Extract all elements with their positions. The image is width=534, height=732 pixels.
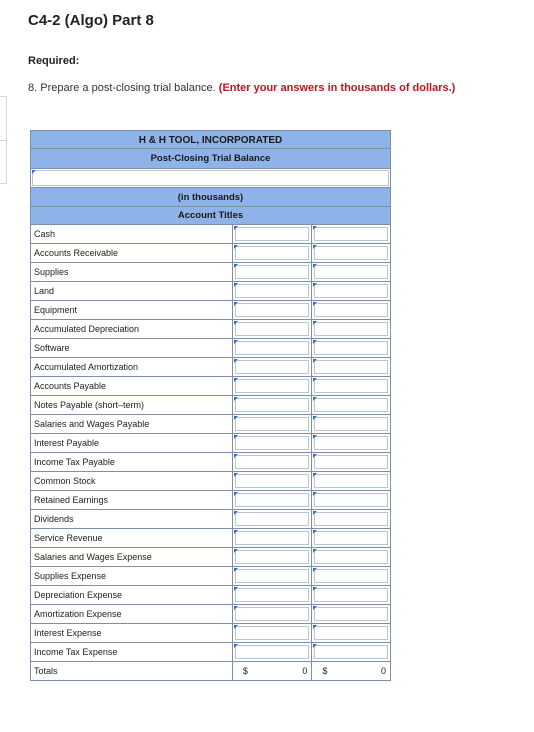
totals-label: Totals [31, 662, 233, 680]
company-name: H & H TOOL, INCORPORATED [138, 135, 283, 146]
input-marker-icon [313, 473, 317, 477]
credit-input-cell[interactable] [312, 339, 390, 357]
credit-input-cell[interactable] [312, 396, 390, 414]
input-marker-icon [234, 264, 238, 268]
input-marker-icon [234, 473, 238, 477]
debit-input-cell[interactable] [233, 396, 313, 414]
credit-input[interactable] [314, 341, 388, 355]
debit-total-currency: $ [242, 666, 248, 676]
debit-input[interactable] [235, 588, 310, 602]
table-row [31, 320, 390, 339]
account-title: Accounts Payable [31, 377, 233, 395]
page-title: C4-2 (Algo) Part 8 [28, 12, 154, 29]
table-row [31, 244, 390, 263]
account-title: Equipment [31, 301, 233, 319]
input-marker-icon [234, 606, 238, 610]
account-title: Land [31, 282, 233, 300]
table-row [31, 453, 390, 472]
credit-input[interactable] [314, 569, 388, 583]
table-row [31, 263, 390, 282]
table-row [31, 472, 390, 491]
credit-input-cell[interactable] [312, 529, 390, 547]
input-marker-icon [234, 511, 238, 515]
debit-input[interactable] [235, 417, 310, 431]
debit-input-cell[interactable] [233, 415, 313, 433]
column-header-divider [31, 206, 390, 207]
credit-total-value: 0 [380, 666, 386, 676]
credit-input[interactable] [314, 550, 388, 564]
input-marker-icon [234, 378, 238, 382]
credit-input[interactable] [314, 645, 388, 659]
trial-balance-table [30, 130, 391, 681]
units-label: (in thousands) [177, 192, 244, 203]
debit-input[interactable] [235, 360, 310, 374]
credit-input[interactable] [314, 322, 388, 336]
instruction-text [28, 82, 455, 94]
input-marker-icon [313, 492, 317, 496]
debit-input-cell[interactable] [233, 453, 313, 471]
input-marker-icon [234, 397, 238, 401]
input-marker-icon [313, 378, 317, 382]
input-marker-icon [313, 625, 317, 629]
credit-input-cell[interactable] [312, 320, 390, 338]
debit-total-value: 0 [302, 666, 308, 676]
debit-input-cell[interactable] [233, 263, 313, 281]
credit-input[interactable] [314, 417, 388, 431]
credit-input[interactable] [314, 474, 388, 488]
debit-input-cell[interactable] [233, 567, 313, 585]
account-title: Accumulated Depreciation [31, 320, 233, 338]
input-marker-icon [313, 435, 317, 439]
input-marker-icon [313, 302, 317, 306]
account-title: Supplies [31, 263, 233, 281]
input-marker-icon [313, 530, 317, 534]
input-marker-icon [234, 321, 238, 325]
input-marker-icon [234, 340, 238, 344]
account-title: Software [31, 339, 233, 357]
credit-input-cell[interactable] [312, 358, 390, 376]
credit-input[interactable] [314, 436, 388, 450]
credit-input[interactable] [314, 588, 388, 602]
credit-input[interactable] [314, 360, 388, 374]
debit-input[interactable] [235, 436, 310, 450]
required-label: Required: [28, 55, 80, 67]
credit-input[interactable] [314, 626, 388, 640]
credit-input-cell[interactable] [312, 491, 390, 509]
debit-input[interactable] [235, 303, 310, 317]
input-marker-icon [234, 454, 238, 458]
credit-input[interactable] [314, 512, 388, 526]
credit-input-cell[interactable] [312, 434, 390, 452]
debit-input-cell[interactable] [233, 472, 313, 490]
input-marker-icon [234, 245, 238, 249]
input-marker-icon [234, 359, 238, 363]
input-marker-icon [313, 283, 317, 287]
input-marker-icon [234, 644, 238, 648]
input-marker-icon [313, 587, 317, 591]
credit-input-cell[interactable] [312, 643, 390, 661]
date-input[interactable] [32, 170, 389, 186]
account-title: Cash [31, 225, 233, 243]
instruction-prefix: 8. Prepare a post-closing trial balance. [28, 82, 219, 94]
totals-row [31, 662, 390, 680]
account-title: Depreciation Expense [31, 586, 233, 604]
input-marker-icon [32, 170, 36, 174]
table-row [31, 415, 390, 434]
debit-input[interactable] [235, 550, 310, 564]
account-rows [31, 225, 390, 680]
instruction-emphasis: (Enter your answers in thousands of dollars.) [218, 82, 456, 94]
input-marker-icon [234, 530, 238, 534]
credit-input-cell[interactable] [312, 377, 390, 395]
table-row [31, 434, 390, 453]
debit-input-cell[interactable] [233, 548, 313, 566]
table-row [31, 529, 390, 548]
credit-input-cell[interactable] [312, 263, 390, 281]
account-titles-header: Account Titles [177, 210, 244, 221]
input-marker-icon [313, 568, 317, 572]
debit-input-cell[interactable] [233, 358, 313, 376]
debit-input[interactable] [235, 284, 310, 298]
input-marker-icon [234, 302, 238, 306]
debit-input[interactable] [235, 455, 310, 469]
debit-input-cell[interactable] [233, 510, 313, 528]
debit-input-cell[interactable] [233, 643, 313, 661]
input-marker-icon [313, 245, 317, 249]
account-title: Service Revenue [31, 529, 233, 547]
debit-input-cell[interactable] [233, 491, 313, 509]
credit-input-cell[interactable] [312, 225, 390, 243]
credit-input[interactable] [314, 265, 388, 279]
input-marker-icon [313, 397, 317, 401]
credit-input[interactable] [314, 531, 388, 545]
credit-input[interactable] [314, 493, 388, 507]
account-title: Dividends [31, 510, 233, 528]
statement-name: Post-Closing Trial Balance [150, 153, 271, 164]
account-title: Income Tax Payable [31, 453, 233, 471]
credit-input[interactable] [314, 455, 388, 469]
credit-input-cell[interactable] [312, 567, 390, 585]
debit-input[interactable] [235, 246, 310, 260]
account-title: Accumulated Amortization [31, 358, 233, 376]
table-header [31, 131, 390, 169]
input-marker-icon [313, 606, 317, 610]
credit-input-cell[interactable] [312, 472, 390, 490]
debit-input-cell[interactable] [233, 624, 313, 642]
input-marker-icon [313, 340, 317, 344]
input-marker-icon [234, 568, 238, 572]
input-marker-icon [313, 511, 317, 515]
debit-input-cell[interactable] [233, 586, 313, 604]
debit-input-cell[interactable] [233, 301, 313, 319]
input-marker-icon [234, 587, 238, 591]
credit-input-cell[interactable] [312, 605, 390, 623]
input-marker-icon [234, 416, 238, 420]
credit-total-cell [312, 662, 390, 680]
account-title: Interest Payable [31, 434, 233, 452]
debit-input-cell[interactable] [233, 605, 313, 623]
debit-input[interactable] [235, 607, 310, 621]
table-row [31, 339, 390, 358]
table-row [31, 377, 390, 396]
account-title: Notes Payable (short–term) [31, 396, 233, 414]
debit-input-cell[interactable] [233, 529, 313, 547]
side-panel-divider [0, 140, 6, 141]
table-row [31, 282, 390, 301]
debit-input-cell[interactable] [233, 339, 313, 357]
credit-input-cell[interactable] [312, 282, 390, 300]
input-marker-icon [313, 549, 317, 553]
credit-input[interactable] [314, 227, 388, 241]
credit-input[interactable] [314, 379, 388, 393]
header-divider [31, 148, 390, 149]
debit-input[interactable] [235, 626, 310, 640]
input-marker-icon [313, 264, 317, 268]
input-marker-icon [234, 435, 238, 439]
table-row [31, 624, 390, 643]
credit-input[interactable] [314, 246, 388, 260]
credit-input[interactable] [314, 398, 388, 412]
debit-input[interactable] [235, 474, 310, 488]
credit-total-currency: $ [322, 666, 328, 676]
debit-input-cell[interactable] [233, 282, 313, 300]
table-row [31, 396, 390, 415]
account-title: Interest Expense [31, 624, 233, 642]
input-marker-icon [234, 625, 238, 629]
debit-input-cell[interactable] [233, 225, 313, 243]
credit-input-cell[interactable] [312, 415, 390, 433]
account-title: Common Stock [31, 472, 233, 490]
account-title: Supplies Expense [31, 567, 233, 585]
date-input-row[interactable] [31, 169, 390, 188]
input-marker-icon [234, 549, 238, 553]
debit-total-cell [233, 662, 313, 680]
table-row [31, 567, 390, 586]
credit-input[interactable] [314, 607, 388, 621]
input-marker-icon [313, 416, 317, 420]
debit-input[interactable] [235, 227, 310, 241]
table-row [31, 605, 390, 624]
debit-input[interactable] [235, 398, 310, 412]
credit-input-cell[interactable] [312, 453, 390, 471]
credit-input[interactable] [314, 303, 388, 317]
debit-input[interactable] [235, 379, 310, 393]
input-marker-icon [234, 492, 238, 496]
table-row [31, 643, 390, 662]
debit-input[interactable] [235, 569, 310, 583]
account-title: Retained Earnings [31, 491, 233, 509]
input-marker-icon [234, 226, 238, 230]
debit-input[interactable] [235, 645, 310, 659]
debit-input-cell[interactable] [233, 434, 313, 452]
credit-input[interactable] [314, 284, 388, 298]
account-title: Salaries and Wages Expense [31, 548, 233, 566]
credit-input-cell[interactable] [312, 624, 390, 642]
table-row [31, 225, 390, 244]
credit-input-cell[interactable] [312, 301, 390, 319]
debit-input[interactable] [235, 265, 310, 279]
input-marker-icon [313, 321, 317, 325]
input-marker-icon [313, 359, 317, 363]
debit-input[interactable] [235, 531, 310, 545]
account-title: Accounts Receivable [31, 244, 233, 262]
table-row [31, 301, 390, 320]
debit-input-cell[interactable] [233, 244, 313, 262]
credit-input-cell[interactable] [312, 548, 390, 566]
credit-input-cell[interactable] [312, 244, 390, 262]
credit-input-cell[interactable] [312, 586, 390, 604]
debit-input[interactable] [235, 341, 310, 355]
account-title: Salaries and Wages Payable [31, 415, 233, 433]
debit-input[interactable] [235, 493, 310, 507]
table-row [31, 358, 390, 377]
table-row [31, 510, 390, 529]
table-row [31, 586, 390, 605]
debit-input-cell[interactable] [233, 320, 313, 338]
input-marker-icon [234, 283, 238, 287]
account-title: Amortization Expense [31, 605, 233, 623]
debit-input[interactable] [235, 322, 310, 336]
input-marker-icon [313, 226, 317, 230]
input-marker-icon [313, 644, 317, 648]
debit-input[interactable] [235, 512, 310, 526]
credit-input-cell[interactable] [312, 510, 390, 528]
account-title: Income Tax Expense [31, 643, 233, 661]
column-header [31, 188, 390, 225]
debit-input-cell[interactable] [233, 377, 313, 395]
table-row [31, 548, 390, 567]
table-row [31, 491, 390, 510]
input-marker-icon [313, 454, 317, 458]
